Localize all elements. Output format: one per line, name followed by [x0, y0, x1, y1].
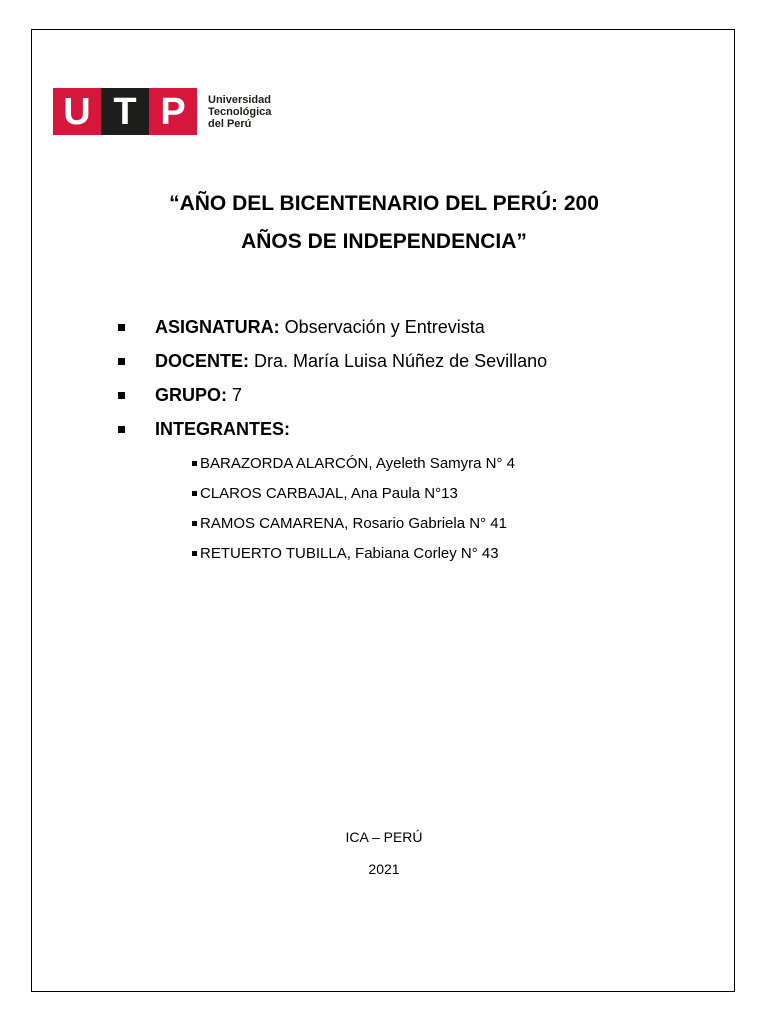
logo-letter-t: T — [101, 88, 149, 135]
logo-text-line-1: Universidad — [208, 93, 271, 106]
member-item — [192, 539, 515, 569]
member-name: CLAROS CARBAJAL, Ana Paula N°13 — [200, 485, 458, 502]
square-bullet-icon — [192, 491, 197, 496]
logo-letter-p: P — [149, 88, 197, 135]
square-bullet-icon — [192, 551, 197, 556]
square-bullet-icon — [118, 358, 125, 365]
logo-wordmark — [208, 88, 271, 135]
info-item-grupo — [118, 381, 547, 415]
member-name: BARAZORDA ALARCÓN, Ayeleth Samyra N° 4 — [200, 455, 515, 472]
square-bullet-icon — [118, 426, 125, 433]
member-item — [192, 509, 515, 539]
footer-year: 2021 — [368, 861, 400, 877]
info-item-asignatura — [118, 313, 547, 347]
info-value: 7 — [227, 385, 243, 405]
member-item — [192, 449, 515, 479]
info-item-docente — [118, 347, 547, 381]
info-value: Dra. María Luisa Núñez de Sevillano — [249, 351, 548, 371]
member-name: RETUERTO TUBILLA, Fabiana Corley N° 43 — [200, 545, 499, 562]
info-item-integrantes — [118, 415, 547, 449]
members-list — [192, 449, 515, 569]
square-bullet-icon — [192, 521, 197, 526]
title-line-1: “AÑO DEL BICENTENARIO DEL PERÚ: 200 — [169, 192, 599, 215]
title-line-2: AÑOS DE INDEPENDENCIA” — [241, 230, 527, 253]
square-bullet-icon — [118, 324, 125, 331]
footer-place: ICA – PERÚ — [345, 829, 423, 845]
logo-text-line-3: del Perú — [208, 117, 252, 130]
info-value: Observación y Entrevista — [279, 317, 485, 337]
document-title — [80, 185, 688, 261]
logo-letter-u: U — [53, 88, 101, 135]
info-label: INTEGRANTES: — [155, 419, 290, 439]
square-bullet-icon — [192, 461, 197, 466]
info-label: DOCENTE: — [155, 351, 249, 371]
utp-logo — [53, 88, 271, 135]
info-list — [118, 313, 547, 449]
member-name: RAMOS CAMARENA, Rosario Gabriela N° 41 — [200, 515, 507, 532]
member-item — [192, 479, 515, 509]
square-bullet-icon — [118, 392, 125, 399]
logo-letters — [53, 88, 197, 135]
info-label: ASIGNATURA: — [155, 317, 280, 337]
info-label: GRUPO: — [155, 385, 227, 405]
logo-text-line-2: Tecnológica — [208, 105, 272, 118]
